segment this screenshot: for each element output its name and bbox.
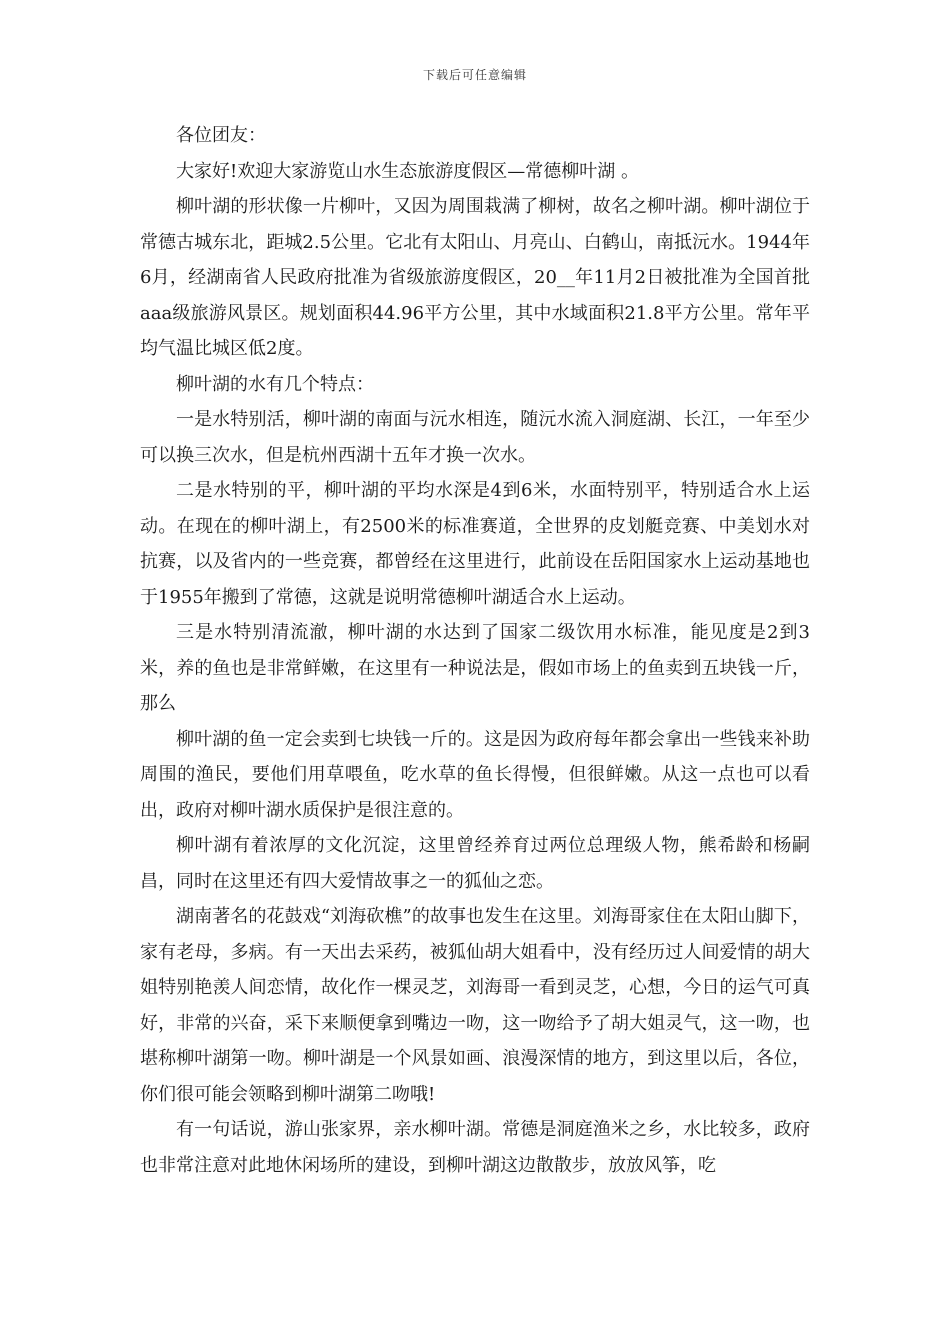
paragraph-liuhai-story: 湖南著名的花鼓戏“刘海砍樵”的故事也发生在这里。刘海哥家住在太阳山脚下，家有老母，多病。有一天出去采药，被狐仙胡大姐看中，没有经历过人间爱情的胡大姐特别艳羡人间恋情，故化作一棵灵芝，刘海哥一看到灵芝，心想，今日的运气可真好，非常的兴奋，采下来顺便拿到嘴边一吻，这一吻给予了胡大姐灵气，这一吻，也堪称柳叶湖第一吻。柳叶湖是一个风景如画、浪漫深情的地方，到这里以后，各位，你们很可能会领略到柳叶湖第二吻哦! [140,906,810,1105]
paragraph-saying: 有一句话说，游山张家界，亲水柳叶湖。常德是洞庭渔米之乡，水比较多，政府也非常注意对此地休闲场所的建设，到柳叶湖这边散散步，放放风筝，吃 [140,1119,810,1176]
paragraph-welcome: 大家好!欢迎大家游览山水生态旅游度假区—常德柳叶湖 。 [176,160,639,182]
paragraph-intro: 柳叶湖的形状像一片柳叶，又因为周围栽满了柳树，故名之柳叶湖。柳叶湖位于常德古城东北，距城2.5公里。它北有太阳山、月亮山、白鹤山，南抵沅水。1944年6月，经湖南省人民政府批准为省级旅游度假区，20__年11月2日被批准为全国首批aaa级旅游风景区。规划面积44.96平方公里，其中水域面积21.8平方公里。常年平均气温比城区低2度。 [140,196,810,359]
paragraph-water-features-heading: 柳叶湖的水有几个特点： [176,373,374,395]
paragraph-culture: 柳叶湖有着浓厚的文化沉淀，这里曾经养育过两位总理级人物，熊希龄和杨嗣昌，同时在这里还有四大爱情故事之一的狐仙之恋。 [140,835,810,892]
paragraph-greeting: 各位团友： [176,125,266,146]
page-header-note: 下载后可任意编辑 [422,68,527,82]
document-body [140,118,810,1183]
paragraph-feature-one: 一是水特别活，柳叶湖的南面与沅水相连，随沅水流入洞庭湖、长江，一年至少可以换三次水，但是杭州西湖十五年才换一次水。 [140,409,810,466]
paragraph-fish: 柳叶湖的鱼一定会卖到七块钱一斤的。这是因为政府每年都会拿出一些钱来补助周围的渔民，要他们用草喂鱼，吃水草的鱼长得慢，但很鲜嫩。从这一点也可以看出，政府对柳叶湖水质保护是很注意的。 [140,728,810,821]
paragraph-feature-three: 三是水特别清流澈，柳叶湖的水达到了国家二级饮用水标准，能见度是2到3米，养的鱼也是非常鲜嫩，在这里有一种说法是，假如市场上的鱼卖到五块钱一斤，那么 [140,622,810,714]
paragraph-feature-two: 二是水特别的平，柳叶湖的平均水深是4到6米，水面特别平，特别适合水上运动。在现在的柳叶湖上，有2500米的标准赛道，全世界的皮划艇竞赛、中美划水对抗赛，以及省内的一些竞赛，都曾经在这里进行，此前设在岳阳国家水上运动基地也于1955年搬到了常德，这就是说明常德柳叶湖适合水上运动。 [140,480,810,608]
